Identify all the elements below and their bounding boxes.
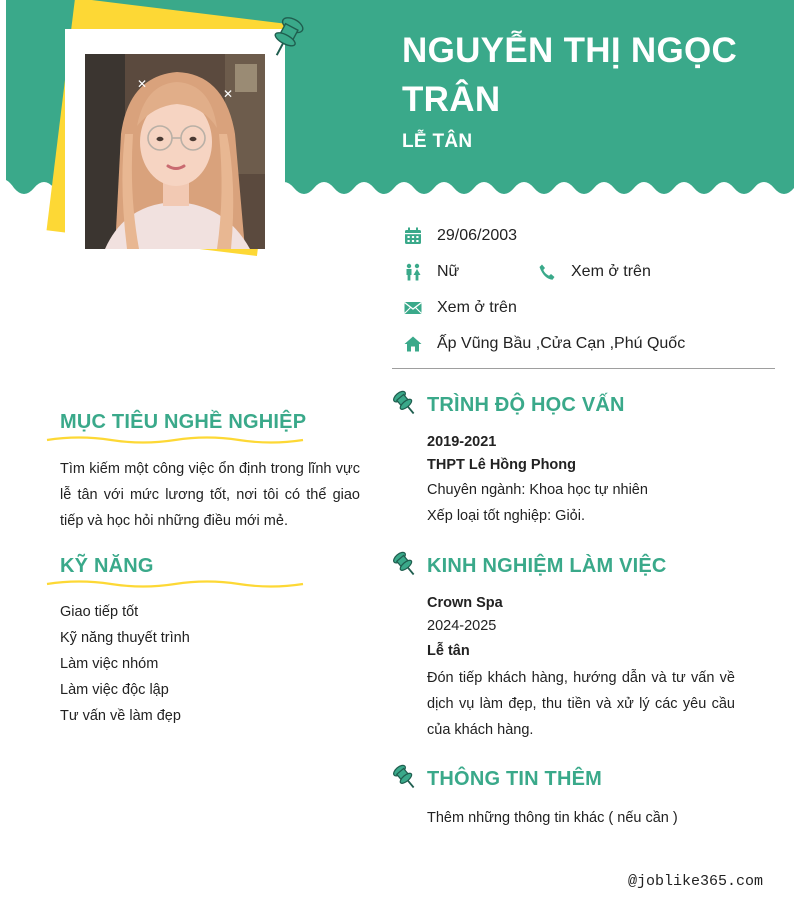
svg-text:✕: ✕ <box>223 87 234 101</box>
title-underline <box>46 434 304 446</box>
phone-row <box>536 260 651 284</box>
gender-icon <box>402 261 424 283</box>
skill-item: Kỹ năng thuyết trình <box>60 630 190 646</box>
pushpin-icon <box>392 764 418 792</box>
email-value[interactable]: Xem ở trên <box>437 299 517 316</box>
email-row <box>402 296 517 320</box>
experience-title: KINH NGHIỆM LÀM VIỆC <box>427 555 667 577</box>
gender-value: Nữ <box>437 263 460 280</box>
mail-icon <box>402 297 424 319</box>
education-period: 2019-2021 <box>427 434 497 450</box>
calendar-icon <box>402 225 424 247</box>
birthday-value: 29/06/2003 <box>437 227 518 244</box>
skills-list <box>60 599 360 729</box>
education-title: TRÌNH ĐỘ HỌC VẤN <box>427 394 625 416</box>
education-major: Chuyên ngành: Khoa học tự nhiên <box>427 482 648 498</box>
svg-text:✕: ✕ <box>137 77 148 91</box>
skill-item: Tư vấn về làm đẹp <box>60 708 181 724</box>
experience-description: Đón tiếp khách hàng, hướng dẫn và tư vấn về dịch vụ làm đẹp, thu tiền và xử lý các yêu cầu của khách hàng. <box>427 670 735 738</box>
gender-row <box>402 260 459 284</box>
title-underline <box>46 578 304 590</box>
phone-value[interactable]: Xem ở trên <box>571 263 651 280</box>
skill-item: Làm việc độc lập <box>60 682 169 698</box>
skills-title: KỸ NĂNG <box>60 555 154 577</box>
home-icon <box>402 333 424 355</box>
additional-text: Thêm những thông tin khác ( nếu cần ) <box>427 810 678 826</box>
skill-item: Giao tiếp tốt <box>60 604 139 620</box>
contact-divider <box>392 368 775 369</box>
objective-title: MỤC TIÊU NGHỀ NGHIỆP <box>60 411 307 433</box>
birthday-row <box>402 224 517 248</box>
education-grade: Xếp loại tốt nghiệp: Giỏi. <box>427 508 585 524</box>
address-value: Ấp Vũng Bầu ,Cửa Cạn ,Phú Quốc <box>437 335 686 352</box>
experience-company: Crown Spa <box>427 595 503 611</box>
skill-item: Làm việc nhóm <box>60 656 159 672</box>
profile-photo <box>85 54 265 249</box>
education-school: THPT Lê Hồng Phong <box>427 457 577 473</box>
pushpin-icon <box>392 551 418 579</box>
pushpin-icon <box>266 14 308 62</box>
pushpin-icon <box>392 390 418 418</box>
additional-title: THÔNG TIN THÊM <box>427 768 603 790</box>
address-row <box>402 332 685 356</box>
experience-period: 2024-2025 <box>427 618 497 634</box>
objective-text: Tìm kiếm một công việc ổn định trong lĩnh vực lễ tân với mức lương tốt, nơi tôi có thể giao tiếp và học hỏi những điều mới mẻ. <box>60 461 360 529</box>
experience-position: Lễ tân <box>427 643 470 659</box>
candidate-name: NGUYỄN THỊ NGỌC TRÂN <box>402 31 738 119</box>
candidate-role: LỄ TÂN <box>402 131 473 152</box>
watermark: @joblike365.com <box>628 873 764 890</box>
phone-icon <box>536 261 558 283</box>
